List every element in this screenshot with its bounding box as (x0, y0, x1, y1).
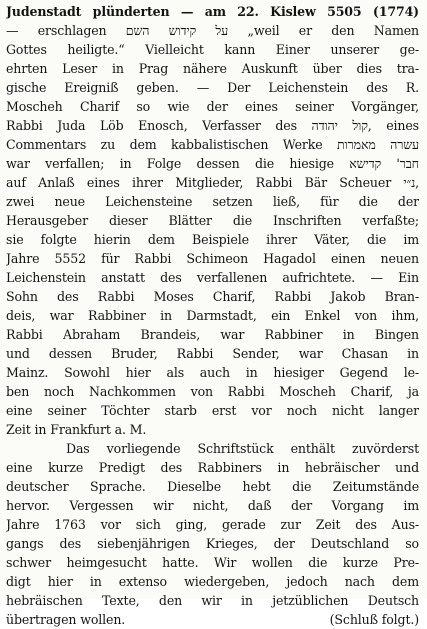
text-line: Leichenstein anstatt des verfallenen aufrichtete. — Ein (6, 270, 419, 285)
text-line: gische Ereigniß geben. — Der Leichenstein des R. (6, 80, 419, 95)
text-line: deis, war Rabbiner in Darmstadt, ein Enkel von ihm, (6, 308, 419, 323)
text-line: deutscher Sprache. Dieselbe hebt die Zeitumstände (6, 479, 419, 494)
text-line: Judenstadt plünderten — am 22. Kislew 5505 (1774) (6, 4, 419, 19)
article-text (6, 2, 419, 629)
text-line: ben noch Nachkommen von Rabbi Moscheh Charif, ja (6, 384, 419, 399)
text-line: digt hier in extenso wiedergeben, jedoch nach dem (6, 574, 419, 589)
text-line: Zeit in Frankfurt a. M. (6, 422, 147, 437)
text-line: hervor. Vergessen wir nicht, daß der Vorgang im (6, 498, 419, 513)
text-line: Moscheh Charif so wie der eines seiner Vorgänger, (6, 99, 419, 114)
text-line: — erschlagen על קידוש השם „weil er den Namen (6, 23, 419, 38)
text-line: Commentars zu dem kabbalistischen Werke עשרה מאמרות (6, 137, 419, 152)
text-line: Sohn des Rabbi Moses Charif, Rabbi Jakob Bran- (6, 289, 419, 304)
text-line: zwei neue Leichensteine setzen ließ, für die der (6, 194, 419, 209)
text-line: Rabbi Juda Löb Enosch, Verfasser des קול יהודה, eines (6, 118, 419, 133)
text-line: eine seiner Töchter starb erst vor noch nicht langer (6, 403, 419, 418)
text-line: hebräischen Texte, den wir in jetzüblichen Deutsch (6, 593, 419, 608)
text-line: gangs des siebenjährigen Krieges, der Deutschland so (6, 536, 419, 551)
text-line (6, 610, 419, 629)
closing-sentence: übertragen wollen. (6, 612, 126, 627)
text-line: Gottes heiligte.“ Vielleicht kann Einer unserer ge- (6, 42, 419, 57)
text-line: Das vorliegende Schriftstück enthält zuvörderst (66, 441, 419, 456)
text-line: ehrten Leser in Prag nähere Auskunft über dies tra- (6, 61, 419, 76)
text-line: Herausgeber dieser Blätter die Inschriften verfaßte; (6, 213, 419, 228)
text-line: Jahre 5552 für Rabbi Schimeon Hagadol einen neuen (6, 251, 419, 266)
text-line: Jahre 1763 vor sich ging, gerade zur Zeit des Aus- (6, 517, 419, 532)
text-line: auf Anlaß eines ihrer Mitglieder, Rabbi Bär Scheuer נ״י, (6, 175, 419, 190)
text-line: Mainz. Sowohl hier als auch in hiesiger Gegend le- (6, 365, 419, 380)
text-line: schwer heimgesucht hatte. Wir wollen die kurze Pre- (6, 555, 419, 570)
text-line: war verfallen; in Folge dessen die hiesige חבר' קדישא (6, 156, 419, 171)
text-line: Rabbi Abraham Brandeis, war Rabbiner in Bingen (6, 327, 419, 342)
text-line: und dessen Bruder, Rabbi Sender, war Chasan in (6, 346, 419, 361)
text-line: eine kurze Predigt des Rabbiners in hebräischer und (6, 460, 419, 475)
continuation-note: (Schluß folgt.) (329, 612, 419, 627)
text-line: sie folgte hierin dem Beispiele ihrer Väter, die im (6, 232, 419, 247)
